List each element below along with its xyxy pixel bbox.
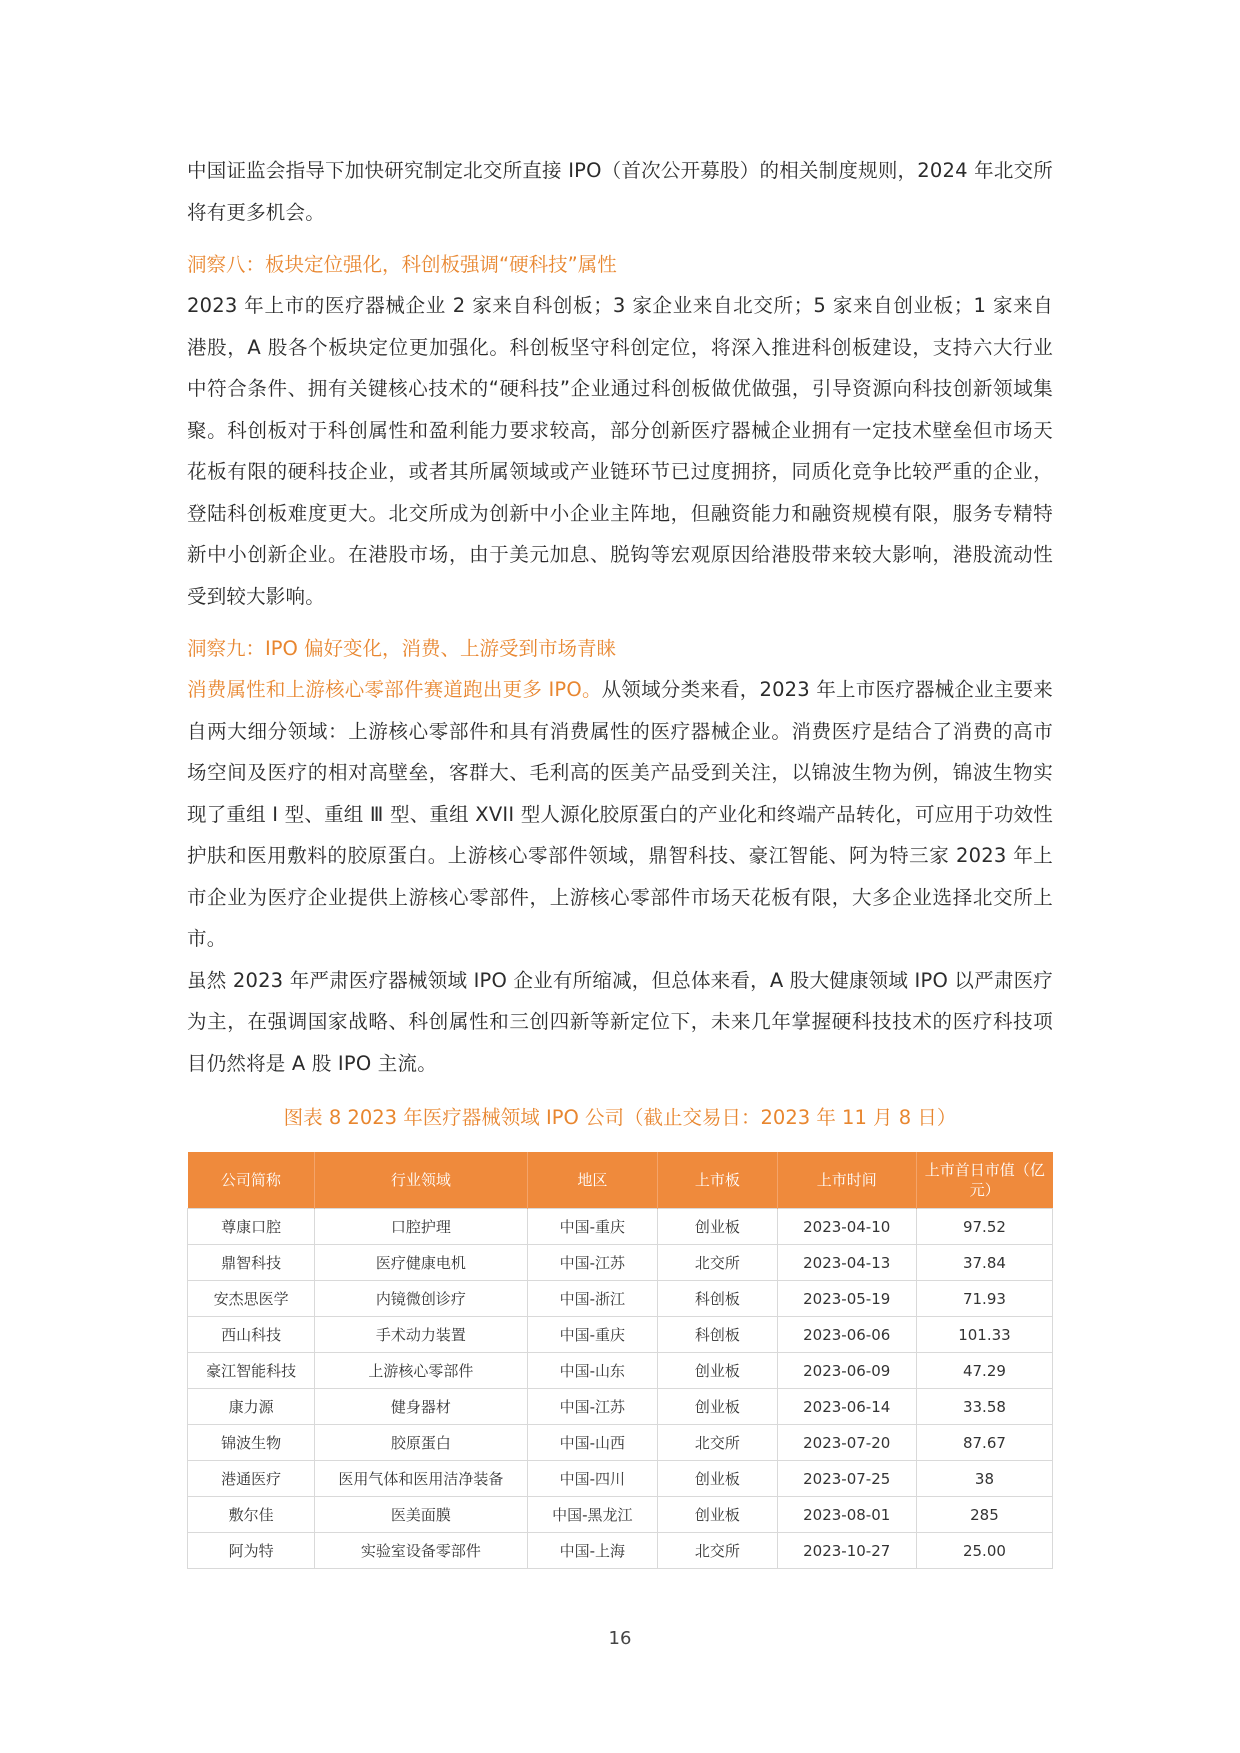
table-cell: 创业板: [658, 1389, 777, 1425]
table-cell: 中国-四川: [527, 1461, 658, 1497]
table-cell: 北交所: [658, 1425, 777, 1461]
table-cell: 2023-06-09: [777, 1353, 916, 1389]
table-cell: 2023-06-06: [777, 1317, 916, 1353]
table-cell: 中国-浙江: [527, 1281, 658, 1317]
table-cell: 医用气体和医用洁净装备: [315, 1461, 527, 1497]
table-cell: 中国-江苏: [527, 1245, 658, 1281]
table-cell: 创业板: [658, 1461, 777, 1497]
table-row: [188, 1245, 1053, 1281]
table-cell: 2023-07-25: [777, 1461, 916, 1497]
table-cell: 口腔护理: [315, 1209, 527, 1245]
table-cell: 2023-05-19: [777, 1281, 916, 1317]
table-cell: 中国-上海: [527, 1533, 658, 1569]
table-cell: 实验室设备零部件: [315, 1533, 527, 1569]
table-header-row: [188, 1152, 1053, 1209]
table-cell: 47.29: [916, 1353, 1052, 1389]
insight-8-heading: 洞察八：板块定位强化，科创板强调“硬科技”属性: [187, 253, 617, 276]
insight-9-lead-highlight: 消费属性和上游核心零部件赛道跑出更多 IPO。: [187, 678, 602, 701]
table-cell: 38: [916, 1461, 1052, 1497]
table-cell: 手术动力装置: [315, 1317, 527, 1353]
table-cell: 2023-06-14: [777, 1389, 916, 1425]
table-cell: 尊康口腔: [188, 1209, 315, 1245]
table-header-cell: 行业领域: [315, 1152, 527, 1209]
table-cell: 科创板: [658, 1281, 777, 1317]
table-row: [188, 1209, 1053, 1245]
table-row: [188, 1425, 1053, 1461]
table-cell: 2023-04-10: [777, 1209, 916, 1245]
table-cell: 中国-山西: [527, 1425, 658, 1461]
figure-caption: 图表 8 2023 年医疗器械领域 IPO 公司（截止交易日：2023 年 11 月 8 日）: [283, 1106, 957, 1129]
table-header-cell: 上市首日市值（亿元）: [916, 1152, 1052, 1209]
table-cell: 97.52: [916, 1209, 1052, 1245]
table-cell: 豪江智能科技: [188, 1353, 315, 1389]
table-cell: 鼎智科技: [188, 1245, 315, 1281]
table-cell: 医美面膜: [315, 1497, 527, 1533]
insight-9-body: [187, 669, 1053, 960]
table-cell: 101.33: [916, 1317, 1052, 1353]
document-page: [187, 150, 1053, 1569]
table-row: [188, 1281, 1053, 1317]
insight-9-heading: 洞察九：IPO 偏好变化，消费、上游受到市场青睐: [187, 637, 617, 660]
table-cell: 中国-江苏: [527, 1389, 658, 1425]
table-cell: 创业板: [658, 1353, 777, 1389]
table-cell: 创业板: [658, 1209, 777, 1245]
insight-8-body: 2023 年上市的医疗器械企业 2 家来自科创板；3 家企业来自北交所；5 家来自创业板；1 家来自港股，A 股各个板块定位更加强化。科创板坚守科创定位，将深入推进科创板建设，支持六大行业中符合条件、拥有关键核心技术的“硬科技”企业通过科创板做优做强，引导资源向科技创新领域集聚。科创板对于科创属性和盈利能力要求较高，部分创新医疗器械企业拥有一定技术壁垒但市场天花板有限的硬科技企业，或者其所属领域或产业链环节已过度拥挤，同质化竞争比较严重的企业，登陆科创板难度更大。北交所成为创新中小企业主阵地，但融资能力和融资规模有限，服务专精特新中小创新企业。在港股市场，由于美元加息、脱钩等宏观原因给港股带来较大影响，港股流动性受到较大影响。: [187, 294, 1053, 608]
table-cell: 中国-黑龙江: [527, 1497, 658, 1533]
table-cell: 中国-重庆: [527, 1209, 658, 1245]
table-cell: 创业板: [658, 1497, 777, 1533]
table-cell: 中国-山东: [527, 1353, 658, 1389]
table-cell: 33.58: [916, 1389, 1052, 1425]
page-number: 16: [608, 1628, 632, 1649]
table-cell: 2023-08-01: [777, 1497, 916, 1533]
table-cell: 87.67: [916, 1425, 1052, 1461]
table-row: [188, 1317, 1053, 1353]
table-header-cell: 地区: [527, 1152, 658, 1209]
table-cell: 2023-04-13: [777, 1245, 916, 1281]
table-row: [188, 1389, 1053, 1425]
table-cell: 阿为特: [188, 1533, 315, 1569]
table-header-cell: 上市板: [658, 1152, 777, 1209]
table-row: [188, 1533, 1053, 1569]
table-cell: 37.84: [916, 1245, 1052, 1281]
table-cell: 中国-重庆: [527, 1317, 658, 1353]
ipo-table: [187, 1152, 1053, 1569]
table-row: [188, 1461, 1053, 1497]
insight-9-closing: 虽然 2023 年严肃医疗器械领域 IPO 企业有所缩减，但总体来看，A 股大健康领域 IPO 以严肃医疗为主，在强调国家战略、科创属性和三创四新等新定位下，未来几年掌握硬科技技术的医疗科技项目仍然将是 A 股 IPO 主流。: [187, 968, 1053, 1075]
table-row: [188, 1353, 1053, 1389]
table-row: [188, 1497, 1053, 1533]
intro-paragraph: 中国证监会指导下加快研究制定北交所直接 IPO（首次公开募股）的相关制度规则，2024 年北交所将有更多机会。: [187, 159, 1053, 224]
table-header-cell: 公司简称: [188, 1152, 315, 1209]
table-cell: 25.00: [916, 1533, 1052, 1569]
table-cell: 胶原蛋白: [315, 1425, 527, 1461]
table-cell: 285: [916, 1497, 1052, 1533]
table-cell: 上游核心零部件: [315, 1353, 527, 1389]
table-cell: 北交所: [658, 1533, 777, 1569]
table-cell: 北交所: [658, 1245, 777, 1281]
insight-9-lead-body: 从领域分类来看，2023 年上市医疗器械企业主要来自两大细分领域：上游核心零部件和具有消费属性的医疗器械企业。消费医疗是结合了消费的高市场空间及医疗的相对高壁垒，客群大、毛利高的医美产品受到关注，以锦波生物为例，锦波生物实现了重组 Ⅰ 型、重组 Ⅲ 型、重组 XVII 型人源化胶原蛋白的产业化和终端产品转化，可应用于功效性护肤和医用敷料的胶原蛋白。上游核心零部件领域，鼎智科技、豪江智能、阿为特三家 2023 年上市企业为医疗企业提供上游核心零部件，上游核心零部件市场天花板有限，大多企业选择北交所上市。: [187, 678, 1053, 950]
table-cell: 敷尔佳: [188, 1497, 315, 1533]
table-cell: 内镜微创诊疗: [315, 1281, 527, 1317]
table-header-cell: 上市时间: [777, 1152, 916, 1209]
table-cell: 医疗健康电机: [315, 1245, 527, 1281]
table-cell: 港通医疗: [188, 1461, 315, 1497]
table-body: [188, 1209, 1053, 1569]
table-cell: 2023-10-27: [777, 1533, 916, 1569]
table-cell: 康力源: [188, 1389, 315, 1425]
table-cell: 2023-07-20: [777, 1425, 916, 1461]
table-cell: 健身器材: [315, 1389, 527, 1425]
table-cell: 71.93: [916, 1281, 1052, 1317]
table-cell: 科创板: [658, 1317, 777, 1353]
table-cell: 安杰思医学: [188, 1281, 315, 1317]
table-cell: 西山科技: [188, 1317, 315, 1353]
table-cell: 锦波生物: [188, 1425, 315, 1461]
